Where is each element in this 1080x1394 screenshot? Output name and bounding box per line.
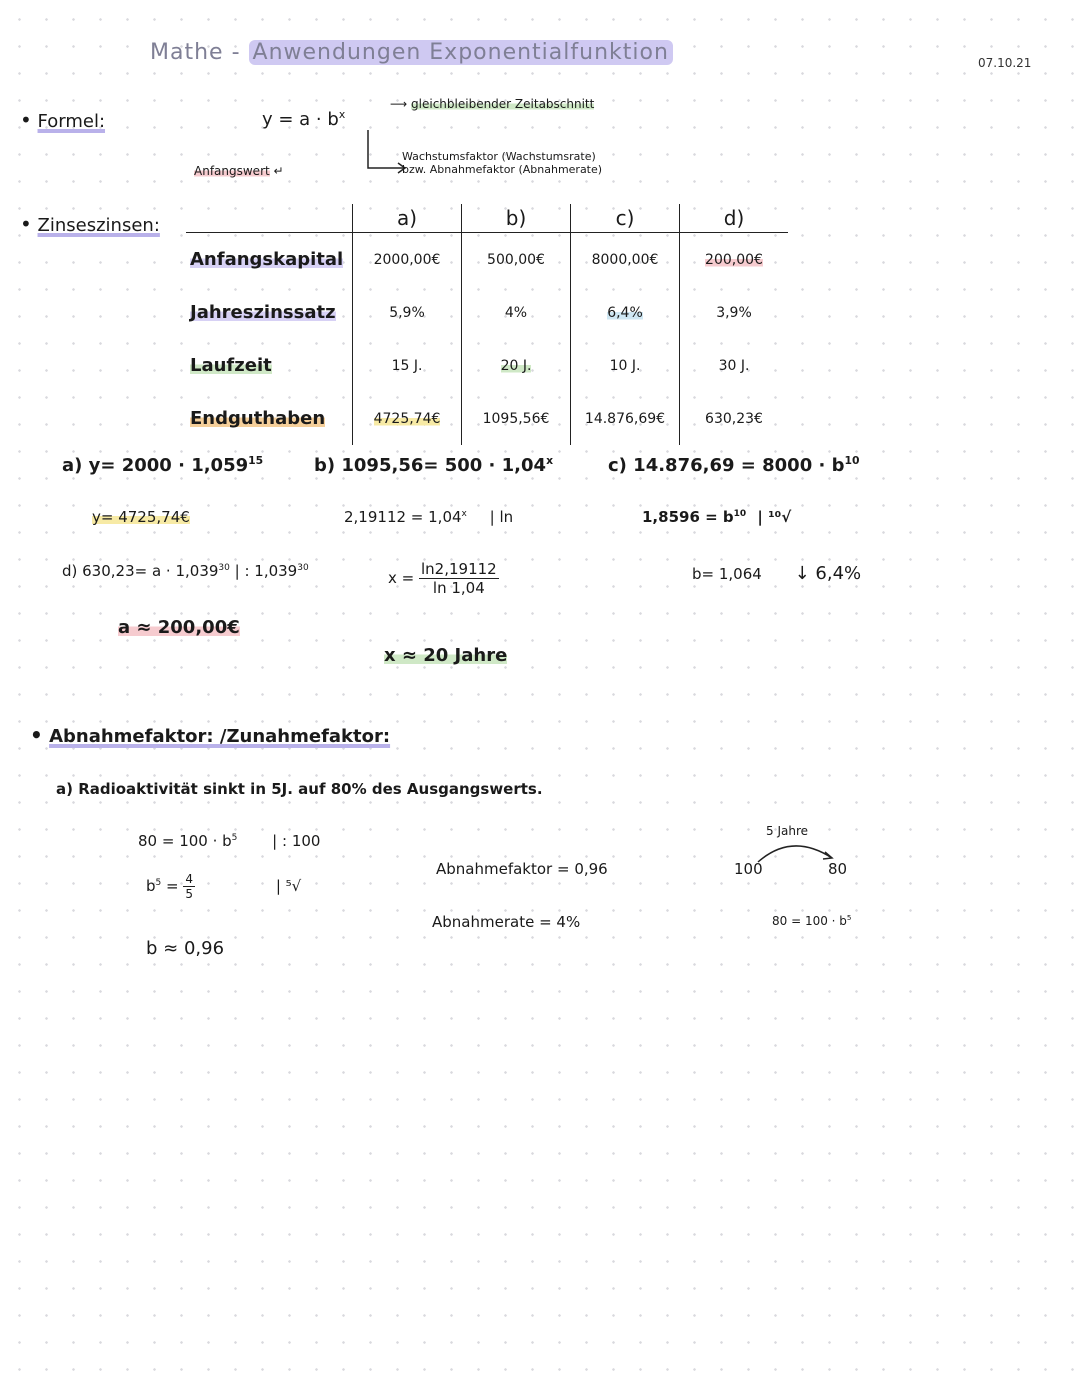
calc-d-line1-exp: 30: [218, 563, 230, 573]
abnahme-rate: Abnahmerate = 4%: [432, 913, 581, 931]
title-main: Anwendungen Exponentialfunktion: [249, 40, 673, 65]
table-cell: 8000,00€: [571, 233, 680, 287]
diagram-eq: [772, 913, 852, 928]
calc-b-result-text: x ≈ 20 Jahre: [384, 645, 508, 666]
abnahme-eq2-num: 4: [185, 872, 194, 886]
table-cell: 1095,56€: [462, 392, 571, 445]
abnahme-eq1: [138, 832, 320, 850]
calc-c-line1-exp: 10: [844, 454, 860, 467]
diagram-eq-text: 80 = 100 · b: [772, 914, 847, 928]
table-cell: 4%: [462, 286, 571, 339]
abnahme-factor: Abnahmefaktor = 0,96: [436, 860, 608, 878]
abnahme-eq2: [146, 872, 301, 901]
calc-b-line3-x: x =: [388, 569, 415, 587]
diagram-label: 5 Jahre: [766, 824, 808, 838]
table-cell: 6,4%: [607, 304, 643, 321]
b-note-line1: Wachstumsfaktor (Wachstumsrate): [402, 150, 596, 163]
row-label-endguthaben: Endguthaben: [190, 408, 326, 429]
calc-b-line1-exp: x: [546, 454, 554, 467]
calc-d-line1-text: d) 630,23= a · 1,039: [62, 562, 219, 580]
calc-c-line2-text: 1,8596 = b: [642, 508, 734, 526]
column-header-d: d): [680, 204, 789, 233]
table-cell: 5,9%: [353, 286, 462, 339]
abnahme-eq2-op: | ⁵√: [275, 877, 302, 895]
calc-c-line1: [608, 454, 860, 476]
table-cell: 20 J.: [500, 357, 532, 374]
arrow-right-icon: ⟶: [390, 97, 408, 111]
title-prefix: Mathe: [150, 40, 224, 65]
formel-section: [20, 108, 105, 132]
calc-b-line1-text: b) 1095,56= 500 · 1,04: [314, 455, 547, 476]
table-cell: 30 J.: [680, 339, 789, 392]
calc-d-line2-text: a ≈ 200,00€: [118, 617, 240, 638]
abnahme-eq3: b ≈ 0,96: [146, 938, 225, 959]
calc-b-line2-exp: x: [461, 509, 467, 519]
calc-a-line1: [62, 454, 263, 476]
calc-c-line2: [642, 508, 791, 526]
column-header-a: a): [353, 204, 462, 233]
table-header-row: [186, 204, 788, 233]
abnahme-eq2-den: 5: [185, 887, 194, 901]
formel-equation: [262, 108, 345, 130]
calc-c-line3-text: b= 1,064: [692, 565, 762, 583]
calc-c-line1-text: c) 14.876,69 = 8000 · b: [608, 455, 845, 476]
table-cell: 200,00€: [705, 251, 763, 268]
table-cell: 500,00€: [462, 233, 571, 287]
zinseszinsen-table: [186, 204, 788, 445]
table-cell: 15 J.: [353, 339, 462, 392]
calc-b-line2-text: 2,19112 = 1,04: [344, 508, 462, 526]
table-cell: 4725,74€: [373, 410, 441, 427]
calc-d-line1-op-exp: 30: [297, 563, 309, 573]
zinseszinsen-label: Zinseszinsen:: [37, 215, 160, 236]
calc-a-line2-text: y= 4725,74€: [92, 508, 190, 526]
formel-exponent: x: [338, 108, 346, 121]
abnahme-eq1-op: | : 100: [272, 832, 321, 850]
abnahme-eq1-exp: 5: [231, 833, 238, 843]
page-title: [150, 40, 673, 65]
calc-d-line1-op: | : 1,039: [234, 562, 298, 580]
abnahme-eq2-fraction: [183, 872, 195, 901]
row-label-anfangskapital: Anfangskapital: [190, 249, 344, 270]
table-row: [186, 339, 788, 392]
calc-a-line2: [92, 508, 190, 526]
calc-b-fraction-den: ln 1,04: [432, 579, 485, 597]
calc-d-line2: [118, 617, 240, 638]
calc-c-line2-op: | ¹⁰√: [757, 508, 792, 526]
b-note: [402, 150, 602, 176]
column-header-b: b): [462, 204, 571, 233]
b-note-line2: bzw. Abnahmefaktor (Abnahmerate): [402, 163, 603, 176]
abnahme-section: [30, 723, 390, 747]
bullet-icon: •: [20, 212, 32, 236]
table-row: [186, 233, 788, 287]
exponent-note-text: gleichbleibender Zeitabschnitt: [411, 97, 595, 111]
diagram-start: 100: [734, 860, 763, 878]
abnahme-task: a) Radioaktivität sinkt in 5J. auf 80% des Ausgangswerts.: [56, 780, 543, 798]
arrow-left-up-icon: ↵: [273, 164, 284, 178]
title-dash: -: [231, 40, 241, 65]
abnahme-label: Abnahmefaktor: /Zunahmefaktor:: [49, 726, 391, 747]
abnahme-eq1-text: 80 = 100 · b: [138, 832, 232, 850]
diagram-end: 80: [828, 860, 848, 878]
calc-c-line2-exp: 10: [733, 509, 747, 519]
table-cell: 14.876,69€: [571, 392, 680, 445]
formel-equation-text: y = a · b: [262, 109, 339, 130]
a-note: [194, 164, 284, 178]
table-cell: 10 J.: [571, 339, 680, 392]
calc-b-fraction: [419, 560, 499, 597]
calc-b-line1: [314, 454, 553, 476]
formel-label: Formel:: [37, 111, 106, 132]
table-cell: 2000,00€: [353, 233, 462, 287]
calc-b-line2: [344, 508, 513, 526]
table-cell: 3,9%: [680, 286, 789, 339]
column-header-c: c): [571, 204, 680, 233]
exponent-note: [390, 97, 594, 111]
abnahme-eq2-exp: 5: [155, 878, 162, 888]
table-row: [186, 392, 788, 445]
calc-a-line1-exp: 15: [248, 454, 264, 467]
abnahme-eq2-left: b: [146, 877, 156, 895]
calc-b-result: [384, 645, 507, 666]
diagram-eq-exp: 5: [846, 913, 852, 922]
date: 07.10.21: [978, 56, 1032, 70]
calc-c-line3-result: ↓ 6,4%: [794, 563, 862, 584]
row-label-jahreszinssatz: Jahreszinssatz: [190, 302, 336, 323]
bullet-icon: •: [30, 723, 43, 747]
a-note-text: Anfangswert: [194, 164, 270, 178]
table-cell: 630,23€: [680, 392, 789, 445]
row-label-laufzeit: Laufzeit: [190, 355, 272, 376]
table-row: [186, 286, 788, 339]
abnahme-eq2-eq: =: [166, 877, 179, 895]
calc-c-line3: [692, 563, 861, 584]
calc-a-line1-text: a) y= 2000 · 1,059: [62, 455, 249, 476]
bullet-icon: •: [20, 108, 32, 132]
calc-b-line3: [388, 560, 499, 597]
calc-b-fraction-num: ln2,19112: [421, 560, 497, 578]
calc-d-line1: [62, 562, 309, 580]
calc-b-line2-op: | ln: [489, 508, 514, 526]
zinseszinsen-section: [20, 212, 160, 236]
